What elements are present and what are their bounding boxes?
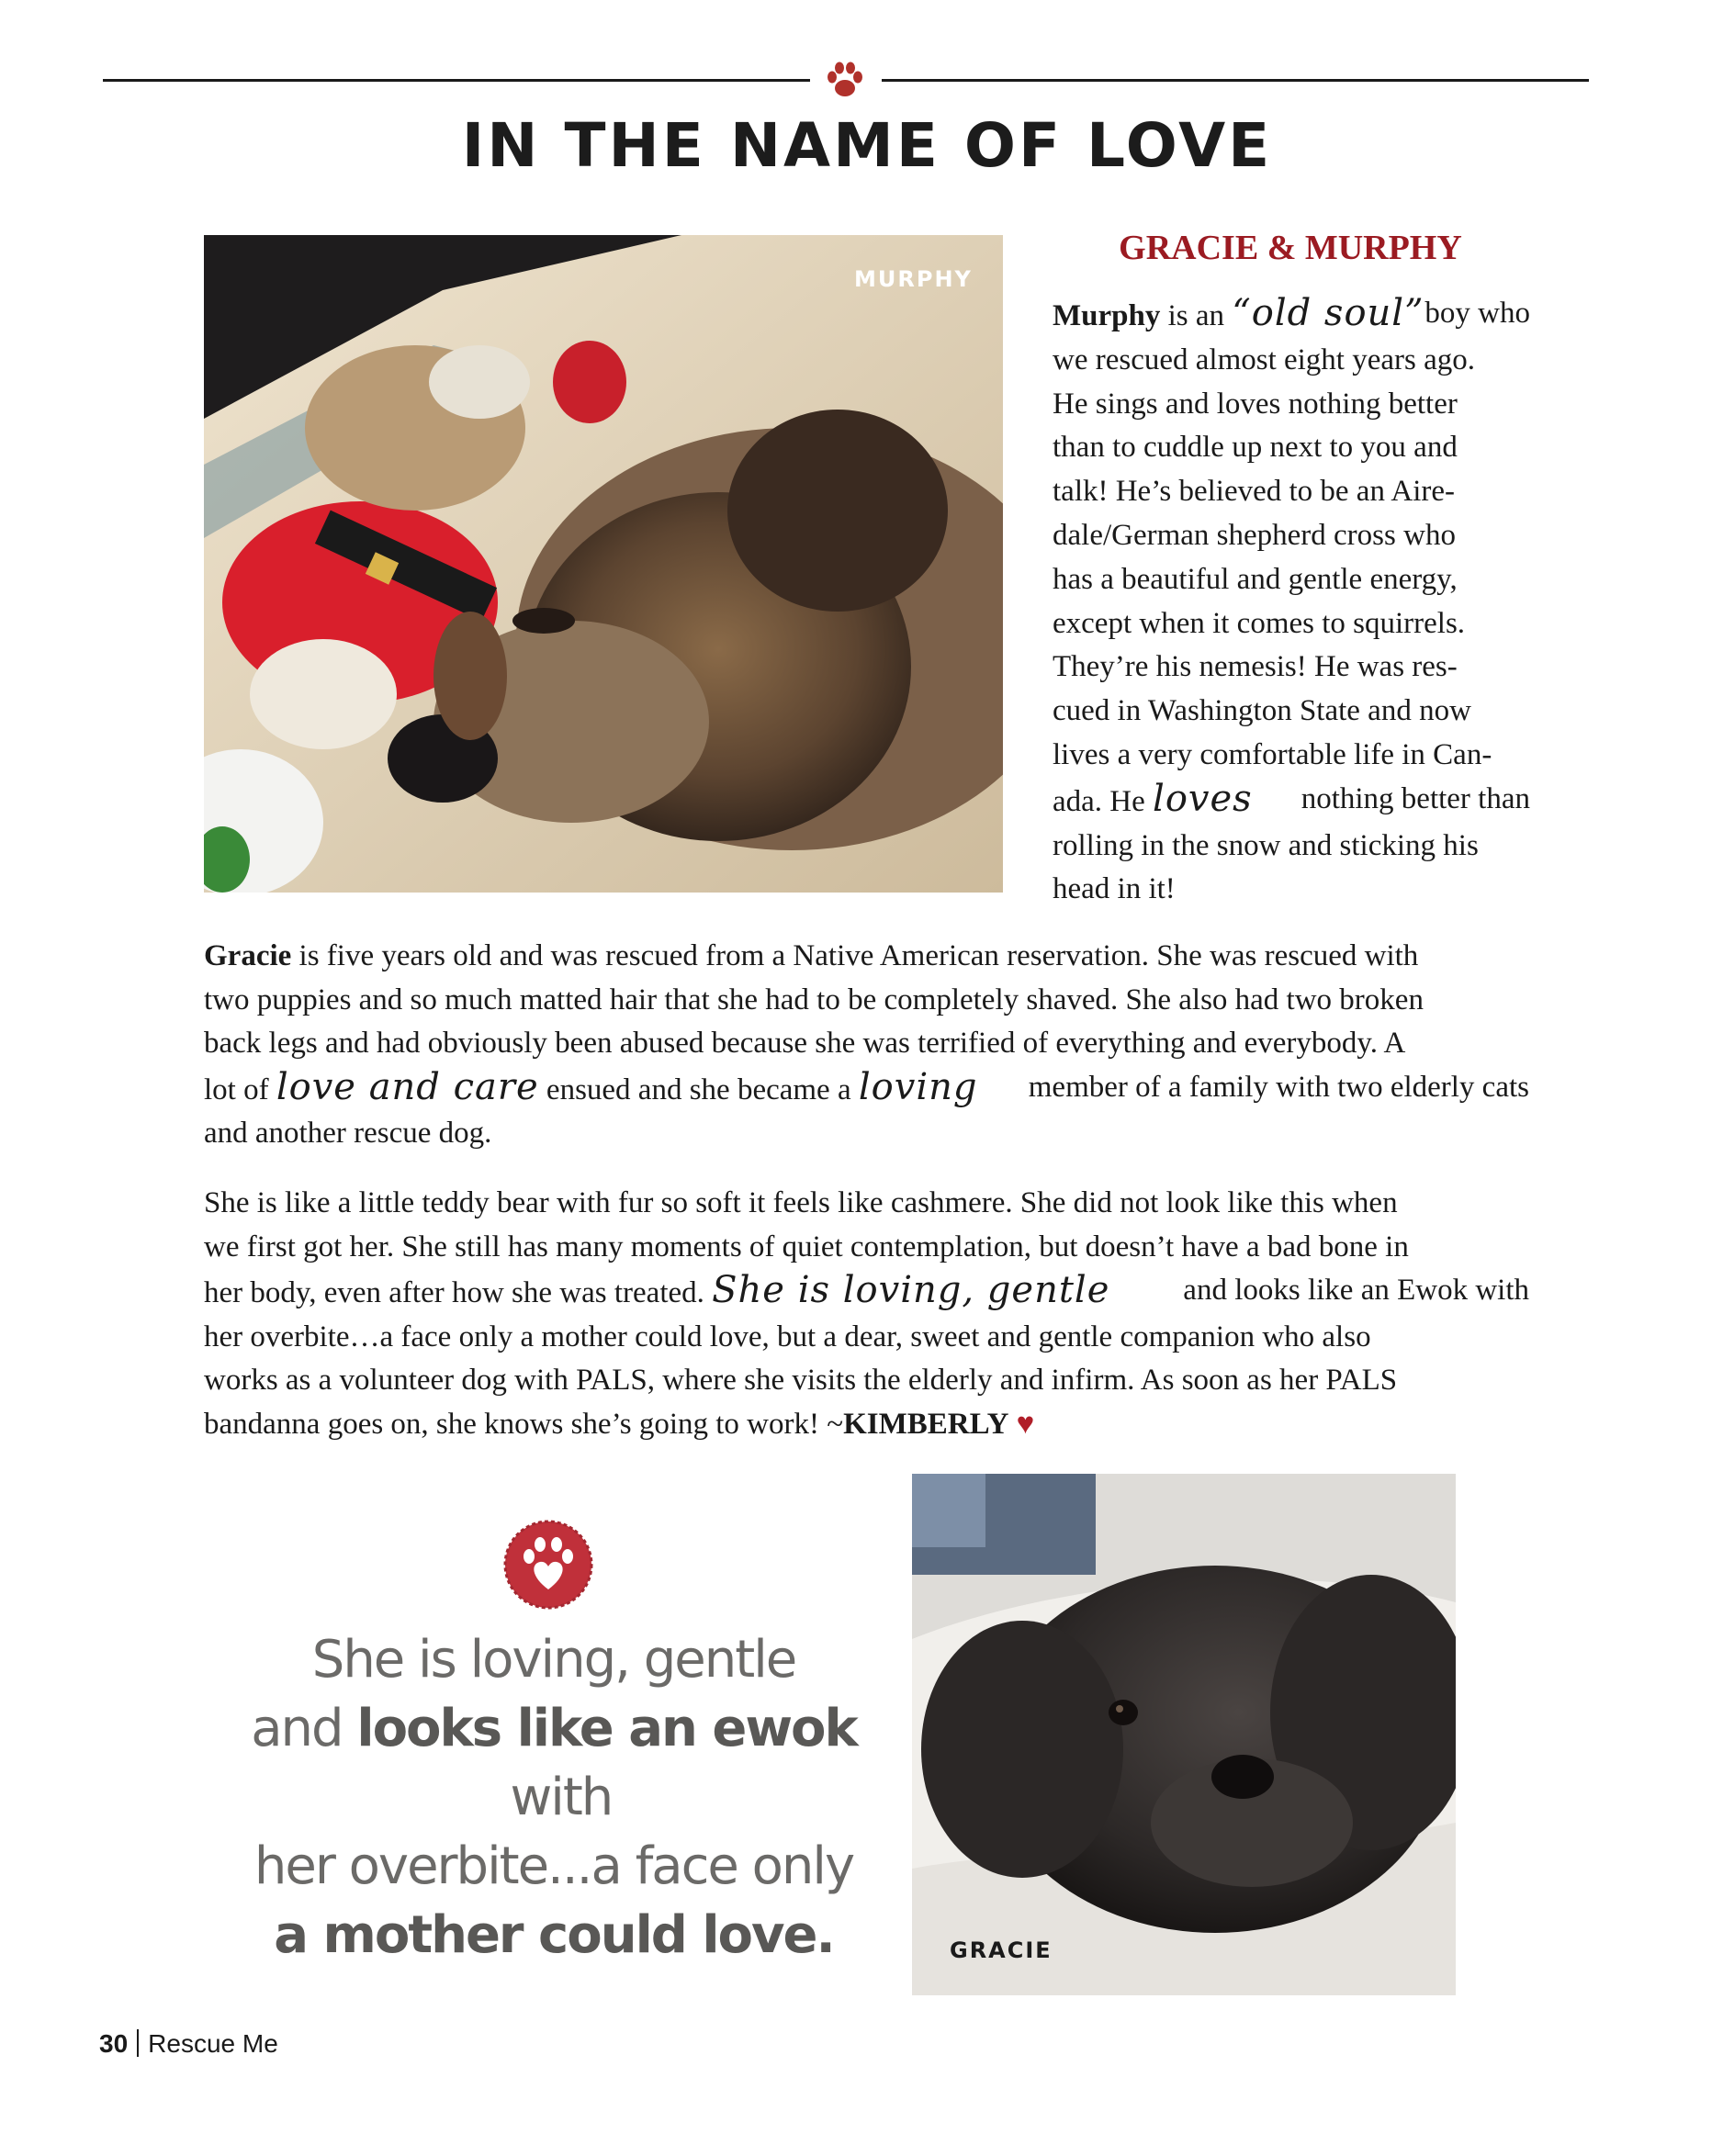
pull-quote-line bbox=[209, 1694, 898, 1832]
text-span: with bbox=[495, 1768, 613, 1827]
text-line bbox=[204, 1403, 1529, 1447]
script-emphasis: loving bbox=[858, 1065, 978, 1108]
murphy-photo-caption: MURPHY bbox=[854, 266, 973, 292]
text-line: back legs and had obviously been abused because she was terrified of everything and everybody. A bbox=[204, 1027, 1406, 1060]
text-span: is five years old and was rescued from a Native American reservation. She was rescued with bbox=[291, 939, 1419, 972]
text-line bbox=[204, 1269, 1529, 1316]
text-line: except when it comes to squirrels. bbox=[1053, 606, 1466, 640]
text-line: She is like a little teddy bear with fur so soft it feels like cashmere. She did not look like this when bbox=[204, 1186, 1398, 1219]
dog-name-murphy: Murphy bbox=[1053, 299, 1161, 332]
pull-quote-line: her overbite...a face only bbox=[253, 1836, 854, 1896]
text-span: ensued and she became a bbox=[538, 1072, 859, 1106]
text-line: They’re his nemesis! He was res- bbox=[1053, 650, 1458, 684]
gracie-photo-caption: GRACIE bbox=[950, 1937, 1053, 1963]
header-rule-left bbox=[103, 79, 810, 82]
page-footer bbox=[99, 2029, 278, 2059]
dog-name-gracie: Gracie bbox=[204, 939, 292, 972]
text-span: her body, even after how she was treated. bbox=[204, 1276, 713, 1309]
murphy-photo bbox=[204, 235, 1003, 893]
header-rule-right bbox=[882, 79, 1589, 82]
text-line bbox=[1053, 292, 1530, 339]
pull-quote-line: She is loving, gentle bbox=[311, 1630, 796, 1690]
script-emphasis: “old soul” bbox=[1232, 292, 1424, 334]
text-span: and looks like an Ewok with bbox=[1183, 1274, 1529, 1307]
paw-icon bbox=[819, 55, 871, 107]
script-emphasis: loves bbox=[1153, 777, 1253, 820]
text-span: boy who bbox=[1424, 297, 1530, 330]
footer-divider bbox=[137, 2029, 139, 2057]
text-line: has a beautiful and gentle energy, bbox=[1053, 562, 1458, 596]
page-number: 30 bbox=[99, 2029, 129, 2058]
text-line: two puppies and so much matted hair that she had to be completely shaved. She also had two broken bbox=[204, 983, 1424, 1016]
text-span: lot of bbox=[204, 1072, 276, 1106]
script-emphasis: She is loving, gentle bbox=[712, 1269, 1110, 1311]
page-title: IN THE NAME OF LOVE bbox=[461, 110, 1273, 181]
section-title: GRACIE & MURPHY bbox=[1119, 229, 1462, 267]
text-span: member of a family with two elderly cats bbox=[1028, 1070, 1529, 1104]
pull-quote-line: a mother could love. bbox=[274, 1905, 834, 1965]
murphy-paragraph bbox=[1053, 292, 1530, 912]
text-span: and bbox=[251, 1699, 357, 1758]
text-line: her overbite…a face only a mother could love, but a dear, sweet and gentle companion who also bbox=[204, 1319, 1371, 1353]
text-line: cued in Washington State and now bbox=[1053, 694, 1471, 728]
pull-quote bbox=[209, 1625, 898, 1970]
text-span: ada. He bbox=[1053, 784, 1154, 818]
script-emphasis: love and care bbox=[276, 1065, 539, 1108]
text-line bbox=[1053, 778, 1530, 825]
text-line bbox=[204, 935, 1529, 979]
text-line: lives a very comfortable life in Can- bbox=[1053, 737, 1492, 771]
text-line: we rescued almost eight years ago. bbox=[1053, 342, 1476, 376]
text-line: rolling in the snow and sticking his bbox=[1053, 828, 1479, 862]
gracie-paragraph-1 bbox=[204, 935, 1529, 1156]
text-line: and another rescue dog. bbox=[204, 1117, 492, 1150]
text-line: works as a volunteer dog with PALS, where she visits the elderly and infirm. As soon as her PALS bbox=[204, 1364, 1398, 1397]
gracie-paragraph-2 bbox=[204, 1182, 1529, 1446]
author-signature: KIMBERLY bbox=[843, 1407, 1009, 1441]
text-line bbox=[204, 1066, 1529, 1113]
text-line: talk! He’s believed to be an Aire- bbox=[1053, 475, 1456, 509]
text-span: is an bbox=[1160, 299, 1233, 332]
text-line: dale/German shepherd cross who bbox=[1053, 518, 1456, 552]
magazine-name: Rescue Me bbox=[148, 2029, 278, 2058]
text-span: looks like an ewok bbox=[356, 1699, 857, 1758]
text-line: He sings and loves nothing better bbox=[1053, 387, 1458, 421]
text-line: than to cuddle up next to you and bbox=[1053, 431, 1458, 465]
gracie-photo bbox=[912, 1474, 1456, 1995]
heart-icon: ♥ bbox=[1008, 1407, 1035, 1441]
text-line: we first got her. She still has many moments of quiet contemplation, but doesn’t have a bad bone in bbox=[204, 1230, 1409, 1263]
text-span: bandanna goes on, she knows she’s going to work! ~ bbox=[204, 1407, 844, 1441]
paw-heart-badge-icon bbox=[503, 1520, 593, 1610]
text-line: head in it! bbox=[1053, 872, 1176, 906]
text-span: nothing better than bbox=[1300, 781, 1530, 815]
